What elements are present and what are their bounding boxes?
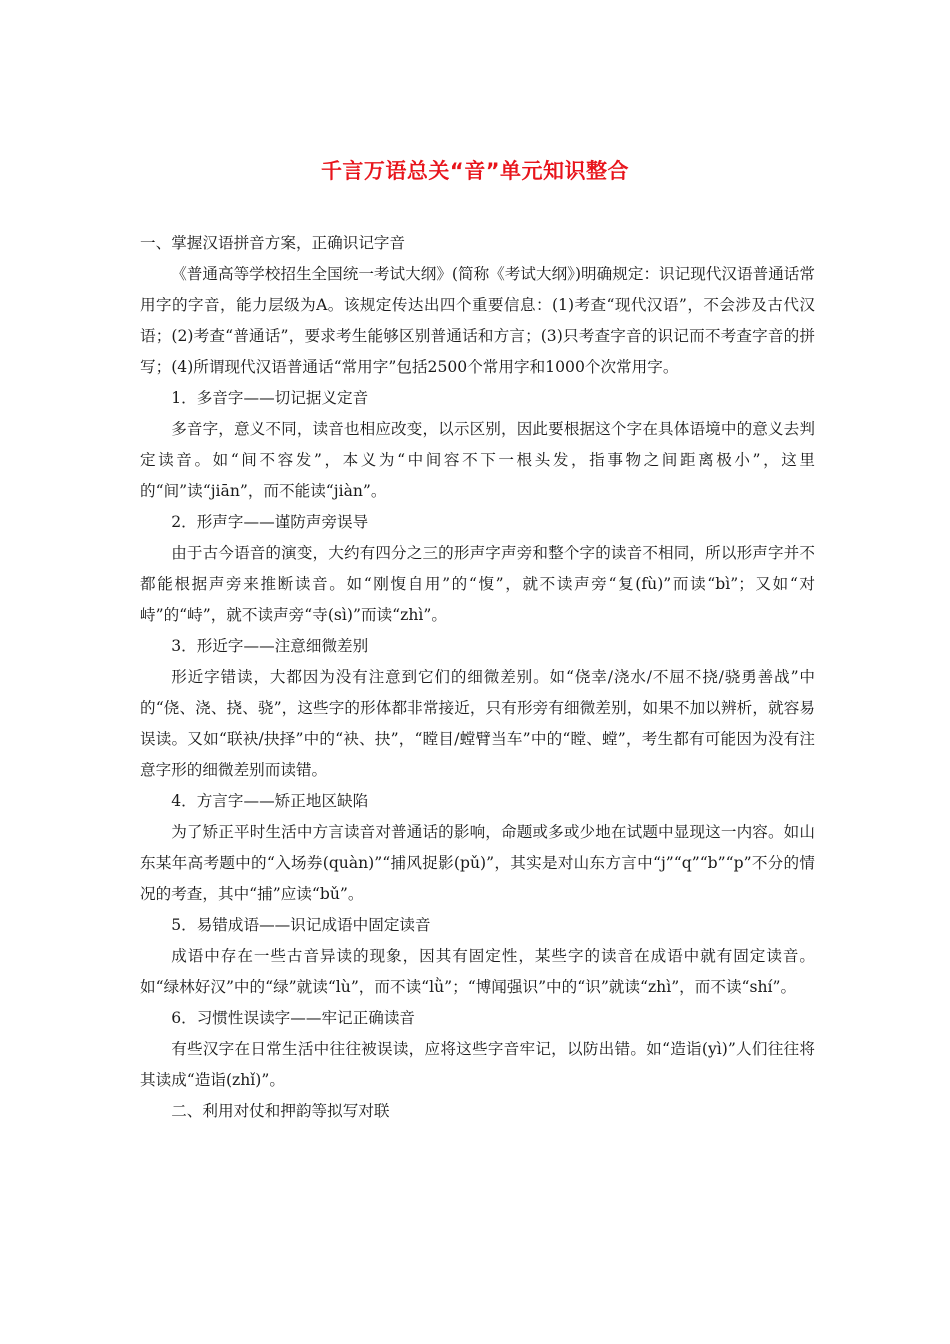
item-text-3: 形近字错读，大都因为没有注意到它们的细微差别。如“侥幸/浇水/不屈不挠/骁勇善战”中的“侥、浇、挠、骁”，这些字的形体都非常接近，只有形旁有细微差别，如果不加以辨析，就容易误读。又如“联袂/抉择”中的“袂、抉”，“瞠目/螳臂当车”中的“瞠、螳”，考生都有可能因为没有注意字形的细微差别而读错。 [140, 668, 815, 779]
item-title-3: 3．形近字——注意细微差别 [171, 637, 369, 655]
section-heading-1: 一、掌握汉语拼音方案，正确识记字音 [140, 234, 406, 252]
item-text-6: 有些汉字在日常生活中往往被误读，应将这些字音牢记，以防出错。如“造诣(yì)”人们往往将其读成“造诣(zhǐ)”。 [140, 1040, 815, 1089]
document-body [140, 228, 815, 1127]
item-title-6: 6．习惯性误读字——牢记正确读音 [171, 1009, 416, 1027]
item-title-2: 2．形声字——谨防声旁误导 [171, 513, 369, 531]
item-text-4: 为了矫正平时生活中方言读音对普通话的影响，命题或多或少地在试题中显现这一内容。如山东某年高考题中的“入场券(quàn)”“捕风捉影(pǔ)”，其实是对山东方言中“j”“q”“b”“p”不分的情况的考查，其中“捕”应读“bǔ”。 [140, 823, 815, 903]
item-title-4: 4．方言字——矫正地区缺陷 [171, 792, 369, 810]
item-title-1: 1．多音字——切记据义定音 [171, 389, 369, 407]
item-text-5: 成语中存在一些古音异读的现象，因其有固定性，某些字的读音在成语中就有固定读音。如“绿林好汉”中的“绿”就读“lù”，而不读“lǜ”；“博闻强识”中的“识”就读“zhì”，而不读“shí”。 [140, 947, 815, 996]
item-title-5: 5．易错成语——识记成语中固定读音 [171, 916, 431, 934]
item-text-1: 多音字，意义不同，读音也相应改变，以示区别，因此要根据这个字在具体语境中的意义去判定读音。如“间不容发”，本义为“中间容不下一根头发，指事物之间距离极小”，这里的“间”读“jiān”，而不能读“jiàn”。 [140, 420, 815, 500]
item-text-2: 由于古今语音的演变，大约有四分之三的形声字声旁和整个字的读音不相同，所以形声字并不都能根据声旁来推断读音。如“刚愎自用”的“愎”，就不读声旁“复(fù)”而读“bì”；又如“对峙”的“峙”，就不读声旁“寺(sì)”而读“zhì”。 [140, 544, 815, 624]
section-intro-paragraph: 《普通高等学校招生全国统一考试大纲》(简称《考试大纲》)明确规定：识记现代汉语普通话常用字的字音，能力层级为A。该规定传达出四个重要信息：(1)考查“现代汉语”，不会涉及古代汉语；(2)考查“普通话”，要求考生能够区别普通话和方言；(3)只考查字音的识记而不考查字音的拼写；(4)所谓现代汉语普通话“常用字”包括2500个常用字和1000个次常用字。 [140, 265, 815, 376]
page-title: 千言万语总关“音”单元知识整合 [320, 159, 630, 183]
section-heading-2: 二、利用对仗和押韵等拟写对联 [171, 1102, 390, 1120]
